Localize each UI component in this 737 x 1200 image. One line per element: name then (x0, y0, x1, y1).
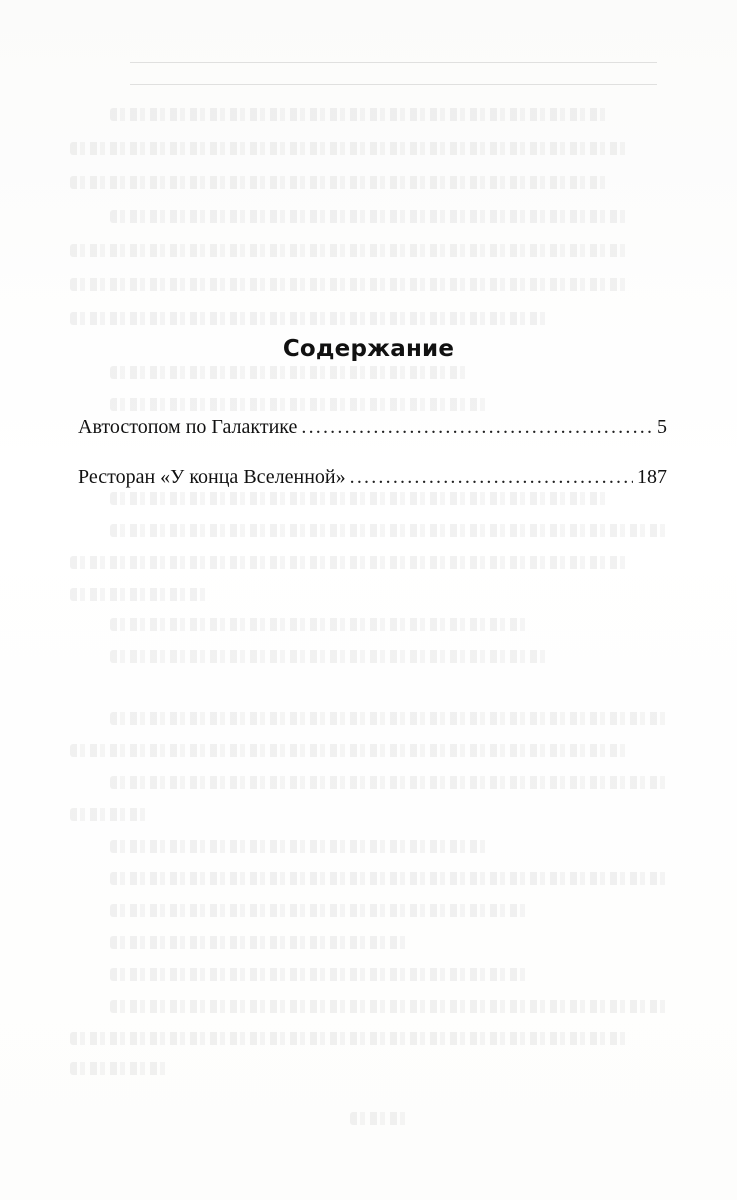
toc-entry-title: Автостопом по Галактике (78, 416, 298, 438)
table-of-contents (78, 416, 667, 516)
toc-entry-page: 187 (637, 466, 667, 488)
toc-entry[interactable] (78, 416, 667, 466)
leader-dots (350, 466, 633, 489)
toc-title: Содержание (282, 336, 455, 362)
toc-entry-page: 5 (657, 416, 667, 438)
show-through-background (70, 0, 677, 1200)
leader-dots (301, 416, 653, 439)
toc-entry-title: Ресторан «У конца Вселенной» (78, 466, 346, 488)
toc-entry[interactable] (78, 466, 667, 516)
